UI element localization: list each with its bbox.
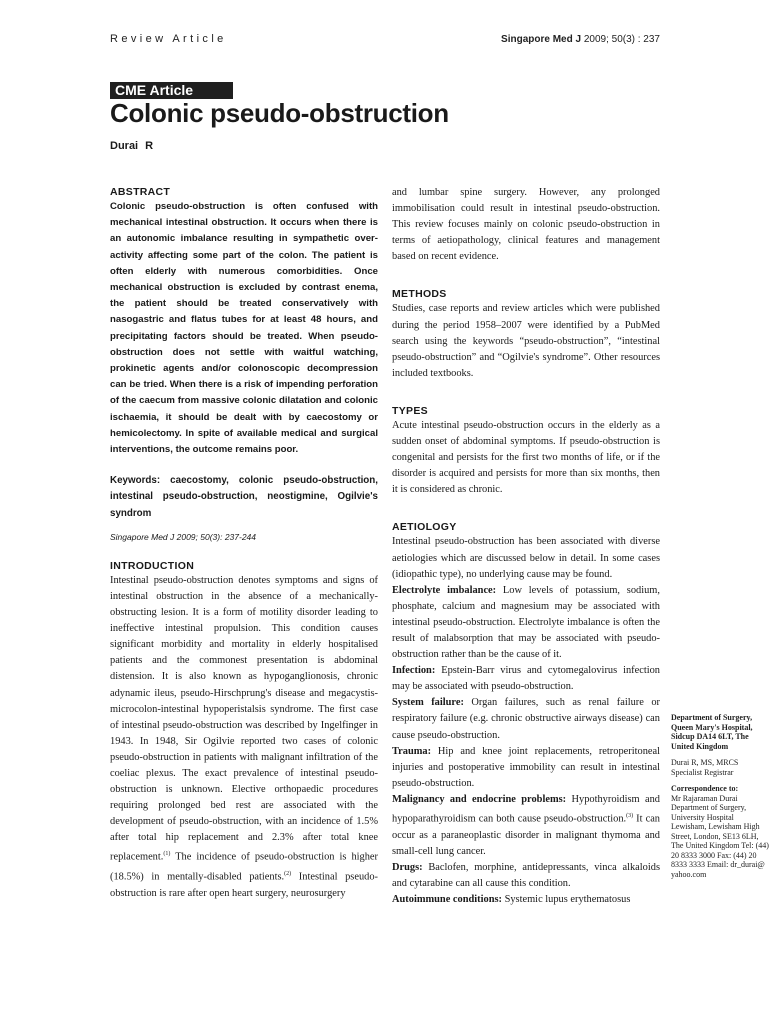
- item-term: Electrolyte imbalance:: [392, 584, 497, 596]
- reference-1: (1): [163, 851, 171, 858]
- methods-heading: METHODS: [392, 288, 447, 301]
- types-heading: TYPES: [392, 404, 428, 417]
- right-column: [392, 185, 660, 908]
- reference-3: (3): [626, 813, 634, 819]
- aetiology-item: [392, 663, 660, 695]
- intro-continuation: and lumbar spine surgery. However, any prolonged immobilisation could result in intestinal pseudo-obstruction. This review focuses mainly on colonic pseudo-obstruction in terms of aetiopathology, clinical features and management based on recent evidence.: [392, 187, 660, 263]
- item-text: Baclofen, morphine, antidepressants, vinca alkaloids and cytarabine can all cause this condition.: [392, 861, 660, 889]
- aetiology-item: [392, 695, 660, 743]
- aetiology-item: [392, 860, 660, 892]
- methods-text: Studies, case reports and review articles which were published during the period 1958–2007 were identified by a PubMed search using the keywords “pseudo-obstruction”, “intestinal pseudo-obstruction” and “Ogilvie's syndrome”. Other resources included textbooks.: [392, 303, 660, 379]
- item-text: Low levels of potassium, sodium, phosphate, calcium and magnesium may be associated with intestinal pseudo-obstruction. Electrolyte imbalance is often the result of malabsorption that may be associated with pseudo-obstruction rather than be the cause of it.: [392, 584, 660, 661]
- aetiology-item: [392, 892, 660, 908]
- item-text: Systemic lupus erythematosus: [501, 893, 631, 905]
- item-term: Trauma:: [392, 745, 432, 757]
- left-column: [110, 185, 378, 902]
- affiliation-sidebar: [671, 713, 769, 879]
- aetiology-item: [392, 583, 660, 663]
- item-term: System failure:: [392, 697, 464, 709]
- introduction-text: [110, 573, 378, 902]
- intro-part-2: The incidence of pseudo-obstruction is higher (18.5%) in mentally-disabled patients.: [110, 851, 378, 883]
- item-text: Organ failures, such as renal failure or respiratory failure (e.g. chronic obstructive airways disease) can cause pseudo-obstruction.: [392, 697, 660, 741]
- section-label: Review Article: [110, 33, 227, 45]
- item-text: It can occur as a paraneoplastic disorder in malignant thymoma and small-cell lung cancer.: [392, 813, 660, 857]
- item-text: Epstein-Barr virus and cytomegalovirus infection may be associated with pseudo-obstruction.: [392, 665, 660, 693]
- author-credentials: Durai R, MS, MRCS Specialist Registrar: [671, 758, 739, 777]
- keywords: Keywords: caecostomy, colonic pseudo-obstruction, intestinal pseudo-obstruction, neostigmine, Ogilvie's syndrom: [110, 475, 378, 519]
- introduction-heading: INTRODUCTION: [110, 559, 195, 572]
- reference-2: (2): [284, 871, 292, 878]
- abstract-text: Colonic pseudo-obstruction is often confused with mechanical intestinal obstruction. It occurs when there is an autonomic imbalance resulting in sympathetic over-activity affecting some part of the colon. The patient is often elderly with numerous comorbidities. Once mechanical obstruction is excluded by contrast enema, the patient should be treated conservatively with nasogastric and flatus tubes for at least 48 hours, and precipitating factors should be treated. When pseudo-obstruction does not settle with waitful watching, prokinetic agents and/or colonoscopic decompression can be tried. When there is a risk of impending perforation of the caecum from massive colonic dilatation and colonic ischaemia, it should be dealt with by caecostomy or hemicolectomy. In spite of available medical and surgical interventions, the outcome remains poor.: [110, 201, 378, 456]
- item-term: Malignancy and endocrine problems:: [392, 793, 567, 805]
- types-text: Acute intestinal pseudo-obstruction occurs in the elderly as a sudden onset of abdominal symptoms. If pseudo-obstruction is congenital and persists for the first two months of life, or if the disorder is acquired and persists for more than six months, then it is considered as chronic.: [392, 419, 660, 496]
- article-citation: Singapore Med J 2009; 50(3): 237-244: [110, 531, 257, 542]
- correspondence-address: Mr Rajaraman Durai Department of Surgery, University Hospital Lewisham, Lewisham High Street, London, SE13 6LH, The United Kingdom Tel: (44) 20 8333 3000 Fax: (44) 20 8333 3333 Email: dr_durai@ yahoo.com: [671, 793, 769, 879]
- department-affiliation: Department of Surgery, Queen Mary's Hospital, Sidcup DA14 6LT, The United Kingdom: [671, 713, 753, 751]
- item-text: Hip and knee joint replacements, retroperitoneal injuries and postoperative immobility can result in intestinal pseudo-obstruction.: [392, 745, 660, 789]
- correspondence-heading: Correspondence to:: [671, 784, 739, 793]
- aetiology-text: Intestinal pseudo-obstruction has been associated with diverse aetiologies which are discussed below in detail. In some cases (idiopathic type), no underlying cause may be found.: [392, 536, 660, 580]
- journal-issue: 2009; 50(3) : 237: [583, 34, 660, 45]
- aetiology-item: [392, 744, 660, 792]
- article-title: Colonic pseudo-obstruction: [110, 98, 449, 128]
- aetiology-item: [392, 792, 660, 860]
- journal-name: Singapore Med J: [501, 34, 582, 45]
- abstract-heading: ABSTRACT: [110, 186, 171, 198]
- item-term: Infection:: [392, 665, 436, 677]
- intro-part-1: Intestinal pseudo-obstruction denotes symptoms and signs of intestinal obstruction in the absence of a mechanically-obstructing lesion. It is a form of motility disorder leading to ineffective intestinal propulsion. This condition causes significant morbidity and mortality in elderly hospitalised patients and the commonest presentation is abdominal distension. It is also known as hypoganglionosis, chronic adynamic ileus, pseudo-Hirschprung's disease and megacystis-microcolon-intestinal hypoperistalsis syndrome. The first case of intestinal pseudo-obstruction was described by Ingelfinger in 1943. In 1948, Sir Ogilvie reported two cases of colonic pseudo-obstruction in patients with malignant infiltration of the coeliac plexus. The exact prevalence of intestinal pseudo-obstruction is unknown. Elective orthopaedic procedures requiring prolonged bed rest are associated with the development of pseudo-obstruction, with an incidence of 1.5% after total hip replacement and 2.3% after total knee replacement.: [110, 574, 378, 863]
- item-term: Drugs:: [392, 861, 423, 873]
- cme-badge: CME Article: [110, 82, 233, 99]
- item-text: Hypothyroidism and hypoparathyroidism can both cause pseudo-obstruction.: [392, 793, 660, 825]
- journal-citation-header: [501, 34, 660, 45]
- author-name: Durai R: [110, 140, 154, 152]
- intro-part-3: Intestinal pseudo-obstruction is rare after open heart surgery, neurosurgery: [110, 871, 378, 899]
- aetiology-heading: AETIOLOGY: [392, 521, 457, 534]
- item-term: Autoimmune conditions:: [392, 893, 502, 905]
